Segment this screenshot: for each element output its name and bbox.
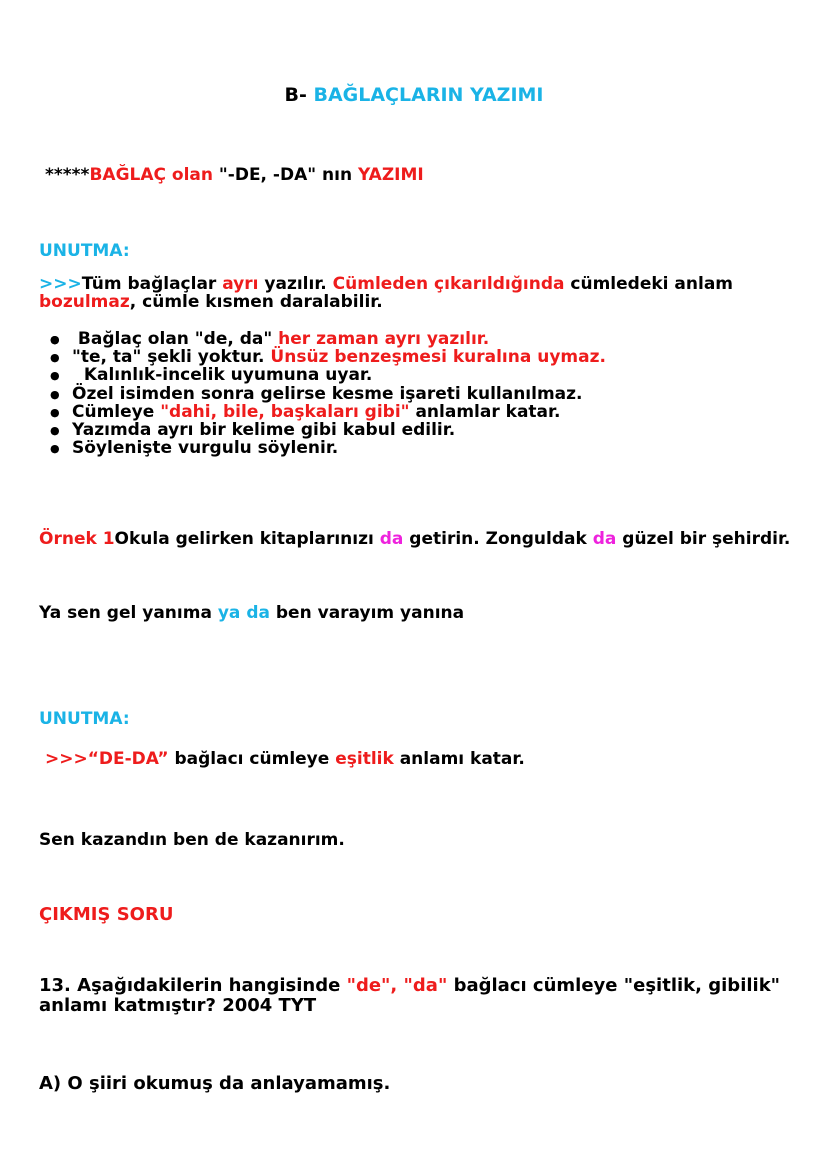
rules-bullet-list bbox=[50, 330, 606, 457]
bullet-text: anlamlar katar. bbox=[409, 401, 561, 422]
rule2-text: anlamı katar. bbox=[393, 749, 525, 769]
bullet-highlight: Ünsüz benzeşmesi kuralına uymaz. bbox=[270, 347, 606, 368]
section-heading bbox=[45, 165, 424, 185]
title-prefix: B- bbox=[284, 84, 314, 106]
question-text: 13. Aşağıdakilerin hangisinde bbox=[39, 975, 347, 996]
heading-part3: YAZIMI bbox=[357, 165, 424, 185]
heading-stars: ***** bbox=[45, 165, 90, 185]
example-text: Okula gelirken kitaplarınızı bbox=[114, 529, 380, 549]
bullet-highlight: her zaman ayrı yazılır. bbox=[272, 329, 490, 349]
heading-part2: "-DE, -DA" nın bbox=[213, 165, 358, 185]
list-item bbox=[50, 385, 606, 403]
example-3: Sen kazandın ben de kazanırım. bbox=[39, 830, 345, 850]
example-highlight: da bbox=[379, 529, 404, 549]
title-main: BAĞLAÇLARIN YAZIMI bbox=[313, 84, 544, 106]
rule1-arrows: >>> bbox=[39, 274, 82, 294]
example-text: Ya sen gel yanıma bbox=[39, 603, 218, 623]
example-text: güzel bir şehirdir. bbox=[616, 529, 791, 549]
rule2-highlight: >>>“DE-DA” bbox=[45, 749, 169, 769]
rule-paragraph-1 bbox=[39, 275, 799, 311]
bullet-text: Yazımda ayrı bir kelime gibi kabul edilir. bbox=[72, 420, 456, 441]
example-label: Örnek 1 bbox=[39, 529, 115, 549]
rule1-text: yazılır. bbox=[258, 274, 333, 294]
rule1-highlight: bozulmaz bbox=[39, 292, 130, 312]
example-highlight: ya da bbox=[217, 603, 270, 623]
rule1-highlight: ayrı bbox=[222, 274, 259, 294]
bullet-text: Söylenişte vurgulu söylenir. bbox=[72, 438, 339, 459]
bullet-text: Kalınlık-incelik uyumuna uyar. bbox=[72, 365, 373, 386]
rule1-highlight: Cümleden çıkarıldığında bbox=[332, 274, 565, 294]
rule2-highlight: eşitlik bbox=[335, 749, 394, 769]
question-highlight: "de", "da" bbox=[346, 975, 448, 996]
example-2 bbox=[39, 603, 464, 623]
bullet-highlight: "dahi, bile, başkaları gibi" bbox=[160, 401, 410, 422]
list-item bbox=[50, 330, 606, 348]
example-text: ben varayım yanına bbox=[269, 603, 465, 623]
list-item bbox=[50, 403, 606, 421]
example-text: getirin. Zonguldak bbox=[403, 529, 593, 549]
unutma-label-1: UNUTMA: bbox=[39, 241, 130, 261]
rule1-text: cümledeki anlam bbox=[564, 274, 734, 294]
rule1-text: , cümle kısmen daralabilir. bbox=[129, 292, 383, 312]
rule-paragraph-2 bbox=[45, 749, 525, 769]
bullet-text: "te, ta" şekli yoktur. bbox=[72, 347, 271, 368]
list-item bbox=[50, 366, 606, 384]
rule2-text: bağlacı cümleye bbox=[168, 749, 336, 769]
heading-part1: BAĞLAÇ olan bbox=[89, 165, 213, 185]
bullet-text: Özel isimden sonra gelirse kesme işareti kullanılmaz. bbox=[72, 383, 583, 404]
example-1 bbox=[39, 525, 799, 554]
bullet-text: Cümleye bbox=[72, 401, 161, 422]
list-item bbox=[50, 439, 606, 457]
list-item bbox=[50, 421, 606, 439]
rule1-text: Tüm bağlaçlar bbox=[81, 274, 223, 294]
list-item bbox=[50, 348, 606, 366]
unutma-label-2: UNUTMA: bbox=[39, 709, 130, 729]
question-13 bbox=[39, 976, 799, 1016]
example-highlight: da bbox=[592, 529, 617, 549]
past-question-heading: ÇIKMIŞ SORU bbox=[39, 904, 174, 925]
page-title bbox=[0, 84, 828, 106]
question-text: bağlacı cümleye "eşitlik, gibilik" anlamı katmıştır? 2004 TYT bbox=[39, 975, 781, 1016]
option-a: A) O şiiri okumuş da anlayamamış. bbox=[39, 1073, 391, 1094]
bullet-text: Bağlaç olan "de, da" bbox=[72, 329, 273, 349]
